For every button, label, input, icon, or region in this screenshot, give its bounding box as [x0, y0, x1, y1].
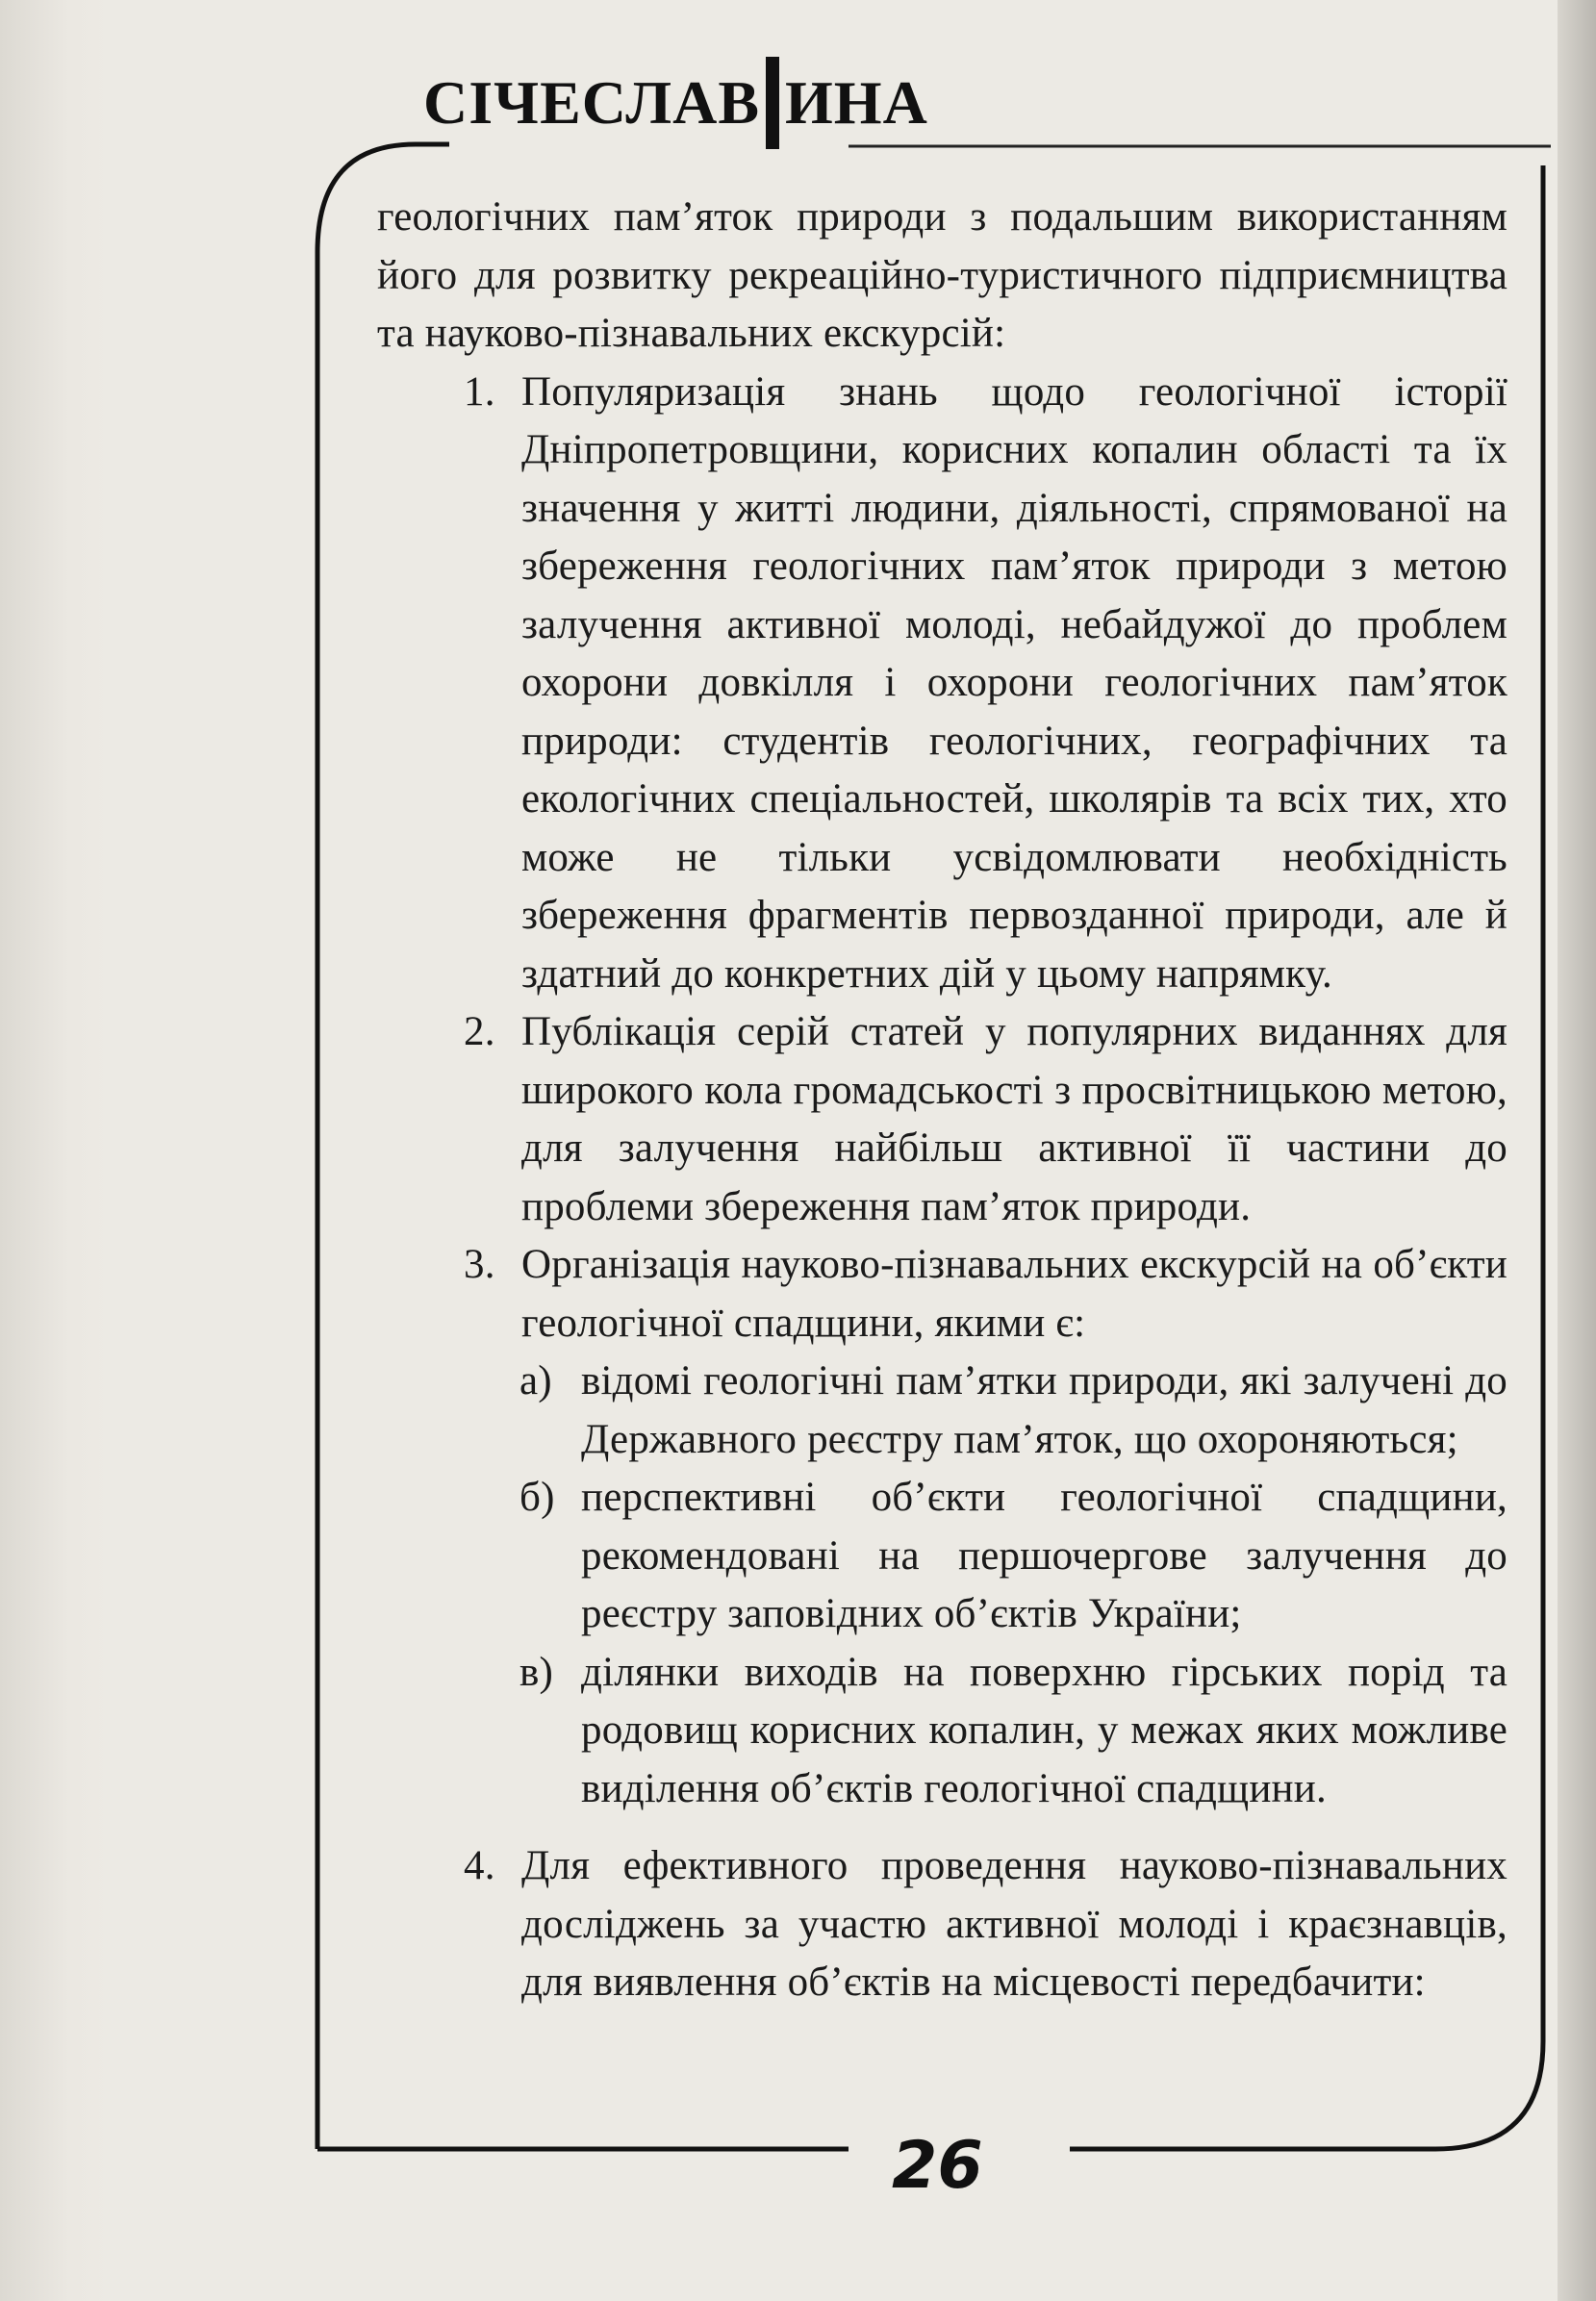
sublist-item-a [377, 1353, 1507, 1469]
header-logo: СІЧЕСЛАВ ИНА [423, 60, 928, 146]
list-item-3 [377, 1236, 1507, 1353]
list-item-1 [377, 364, 1507, 1004]
list-item-text: Організація науково-пізнавальних екскурсій на об’єкти геологічної спадщини, якими є: [521, 1242, 1507, 1346]
list-number: 3. [464, 1242, 495, 1287]
page-number: 26 [871, 2131, 1004, 2202]
sublist-item-text: відомі геологічні пам’ятки природи, які залучені до Державного реєстру пам’яток, що охороняються; [581, 1358, 1507, 1462]
page-edge-right [1558, 0, 1596, 2301]
sublist-letter: а) [519, 1358, 552, 1403]
intro-paragraph: геологічних пам’яток природи з подальшим використанням його для розвитку рекреаційно-туристичного підприємництва та науково-пізнавальних екскурсій: [377, 194, 1507, 356]
list-number: 4. [464, 1843, 495, 1888]
sublist-item-text: перспективні об’єкти геологічної спадщини, рекомендовані на першочергове залучення до реєстру заповідних об’єктів України; [581, 1475, 1507, 1636]
sublist-item-b [377, 1469, 1507, 1644]
sublist-letter: в) [519, 1649, 554, 1695]
sublist-item-c [377, 1644, 1507, 1819]
page-edge-left [0, 0, 115, 2301]
list-item-text: Популяризація знань щодо геологічної історії Дніпропетровщини, корисних копалин області та їх значення у житті людини, діяльності, спрямованої на збереження геологічних пам’яток природи з метою залучення активної молоді, небайдужої до проблем охорони довкілля і охорони геологічних пам’яток природи: студентів геологічних, географічних та екологічних спеціальностей, школярів та всіх тих, хто може не тільки усвідомлювати необхідність збереження фрагментів первозданної природи, але й здатний до конкретних дій у цьому напрямку. [521, 368, 1507, 997]
list-number: 1. [464, 368, 495, 415]
body-text [377, 189, 1507, 2012]
list-item-text: Для ефективного проведення науково-пізнавальних досліджень за участю активної молоді і краєзнавців, для виявлення об’єктів на місцевості передбачити: [521, 1843, 1507, 2005]
list-item-4 [377, 1837, 1507, 2012]
list-item-2 [377, 1003, 1507, 1236]
sublist-item-text: ділянки виходів на поверхню гірських порід та родовищ корисних копалин, у межах яких можливе виділення об’єктів геологічної спадщини. [581, 1649, 1507, 1811]
sublist-letter: б) [519, 1475, 555, 1520]
list-item-text: Публікація серій статей у популярних виданнях для широкого кола громадськості з просвітницькою метою, для залучення найбільш активної її частини до проблеми збереження пам’яток природи. [521, 1009, 1507, 1229]
list-number: 2. [464, 1009, 495, 1054]
